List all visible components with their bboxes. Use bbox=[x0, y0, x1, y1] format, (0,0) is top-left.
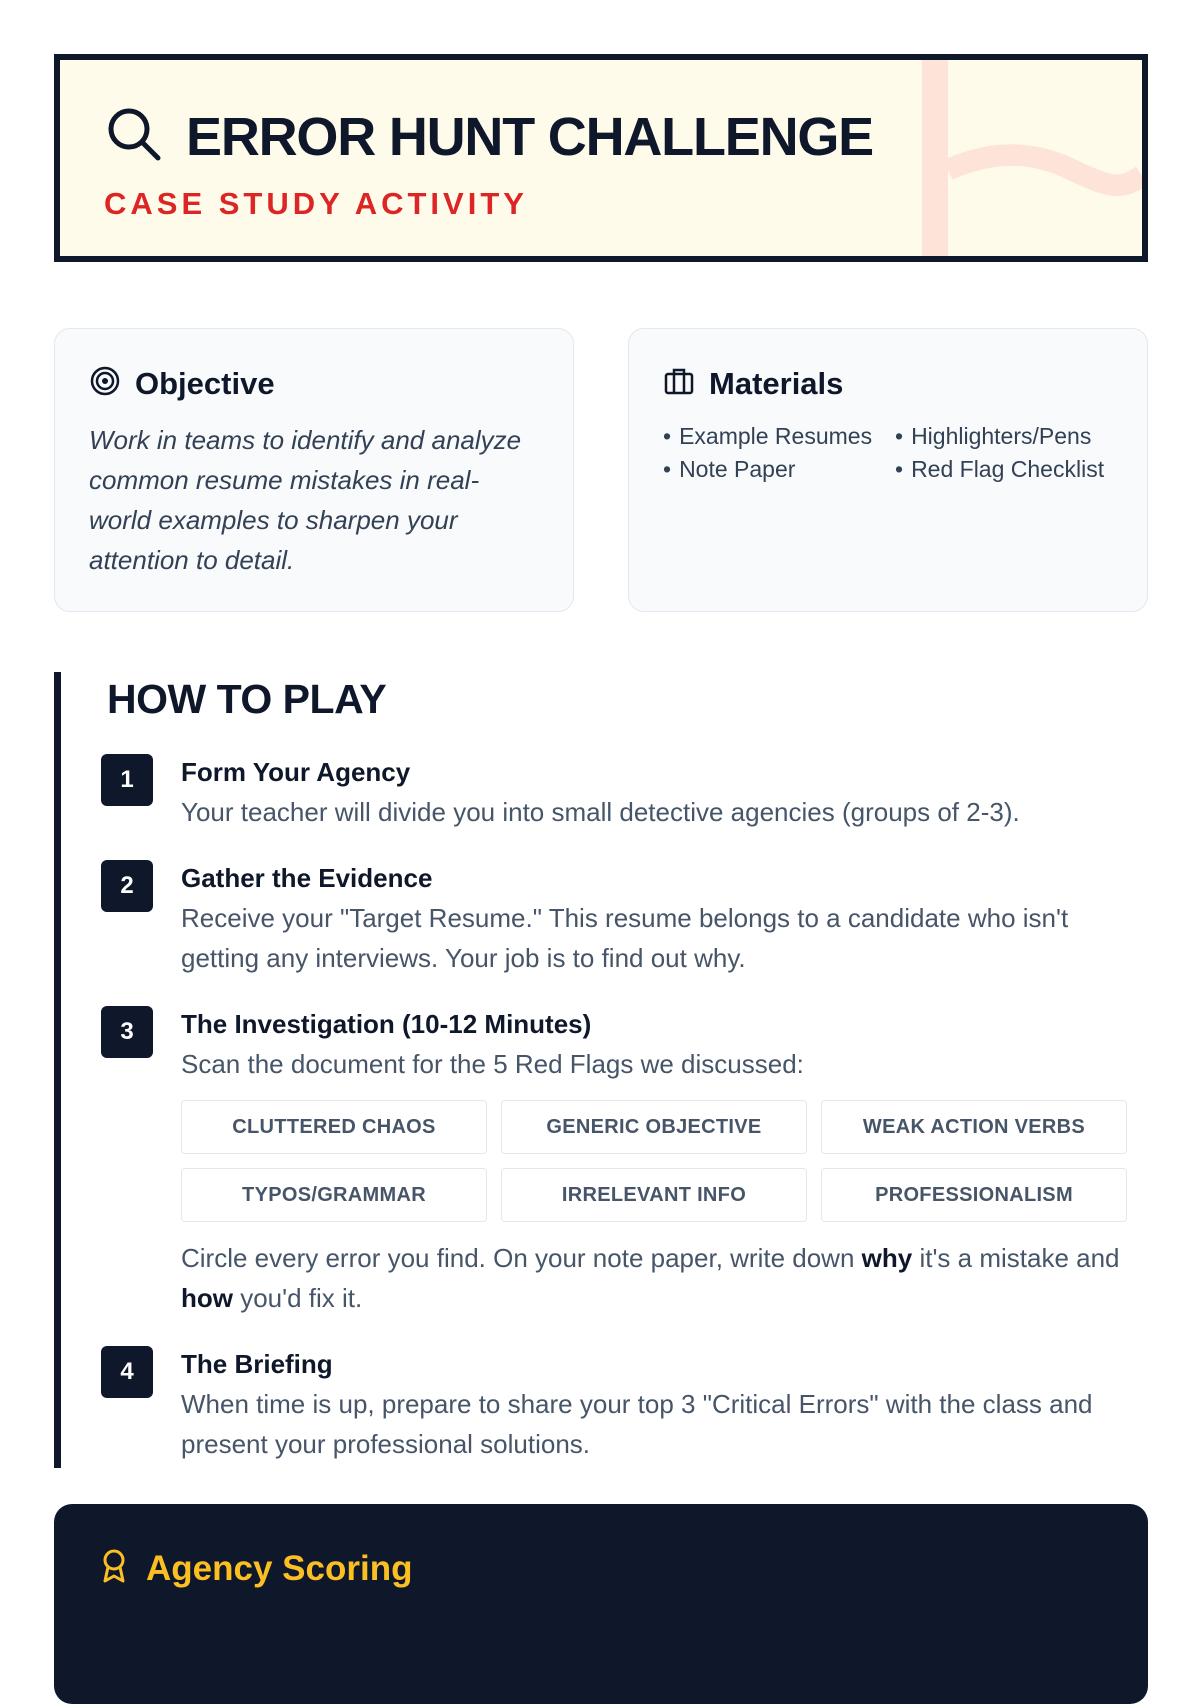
target-icon bbox=[89, 365, 121, 402]
objective-title: Objective bbox=[135, 365, 275, 401]
step-number-badge: 1 bbox=[101, 754, 153, 806]
info-cards bbox=[54, 328, 1148, 612]
objective-text: Work in teams to identify and analyze common resume mistakes in real-world examples to sharpen your attention to detail. bbox=[89, 425, 522, 575]
red-flag-tag: WEAK ACTION VERBS bbox=[821, 1100, 1127, 1154]
objective-card bbox=[54, 328, 574, 612]
objective-header bbox=[89, 365, 539, 402]
header-banner bbox=[54, 54, 1148, 262]
step-title: The Briefing bbox=[181, 1349, 333, 1379]
how-to-play-title: HOW TO PLAY bbox=[107, 676, 387, 722]
step-number-badge: 3 bbox=[101, 1006, 153, 1058]
red-flag-tag: PROFESSIONALISM bbox=[821, 1168, 1127, 1222]
red-flag-grid bbox=[181, 1100, 1141, 1222]
award-icon bbox=[98, 1548, 130, 1589]
step-title: The Investigation (10-12 Minutes) bbox=[181, 1009, 592, 1039]
investigation-note: Circle every error you find. On your note paper, write down why it's a mistake and how you'd fix it. bbox=[181, 1243, 1120, 1313]
red-flag-tag: CLUTTERED CHAOS bbox=[181, 1100, 487, 1154]
scoring-title: Agency Scoring bbox=[146, 1548, 413, 1588]
step-number-badge: 4 bbox=[101, 1346, 153, 1398]
title-row bbox=[104, 104, 873, 169]
how-to-play-section bbox=[54, 672, 1148, 1468]
step-description: Receive your "Target Resume." This resume belongs to a candidate who isn't getting any interviews. Your job is to find out why. bbox=[181, 903, 1069, 973]
materials-card bbox=[628, 328, 1148, 612]
materials-item: • Note Paper bbox=[663, 456, 796, 482]
page-subtitle: CASE STUDY ACTIVITY bbox=[104, 186, 528, 221]
step-title: Gather the Evidence bbox=[181, 863, 433, 893]
step-description: Scan the document for the 5 Red Flags we discussed: bbox=[181, 1049, 804, 1079]
materials-title: Materials bbox=[709, 365, 844, 401]
step-title: Form Your Agency bbox=[181, 757, 411, 787]
scoring-header bbox=[98, 1548, 412, 1589]
materials-item: • Example Resumes bbox=[663, 423, 873, 449]
search-icon bbox=[104, 104, 164, 169]
materials-list bbox=[663, 420, 1113, 486]
red-flag-tag: TYPOS/GRAMMAR bbox=[181, 1168, 487, 1222]
page-title: ERROR HUNT CHALLENGE bbox=[186, 106, 873, 167]
step-number-badge: 2 bbox=[101, 860, 153, 912]
red-flag-tag: IRRELEVANT INFO bbox=[501, 1168, 807, 1222]
decorative-wave bbox=[922, 60, 1142, 256]
agency-scoring-panel bbox=[54, 1504, 1148, 1704]
step-description: When time is up, prepare to share your top 3 "Critical Errors" with the class and present your professional solutions. bbox=[181, 1389, 1093, 1459]
briefcase-icon bbox=[663, 365, 695, 402]
worksheet-page bbox=[54, 54, 1148, 1588]
materials-item: • Highlighters/Pens bbox=[895, 423, 1092, 449]
red-flag-tag: GENERIC OBJECTIVE bbox=[501, 1100, 807, 1154]
step-description: Your teacher will divide you into small detective agencies (groups of 2-3). bbox=[181, 797, 1020, 827]
materials-header bbox=[663, 365, 1113, 402]
materials-item: • Red Flag Checklist bbox=[895, 456, 1105, 482]
